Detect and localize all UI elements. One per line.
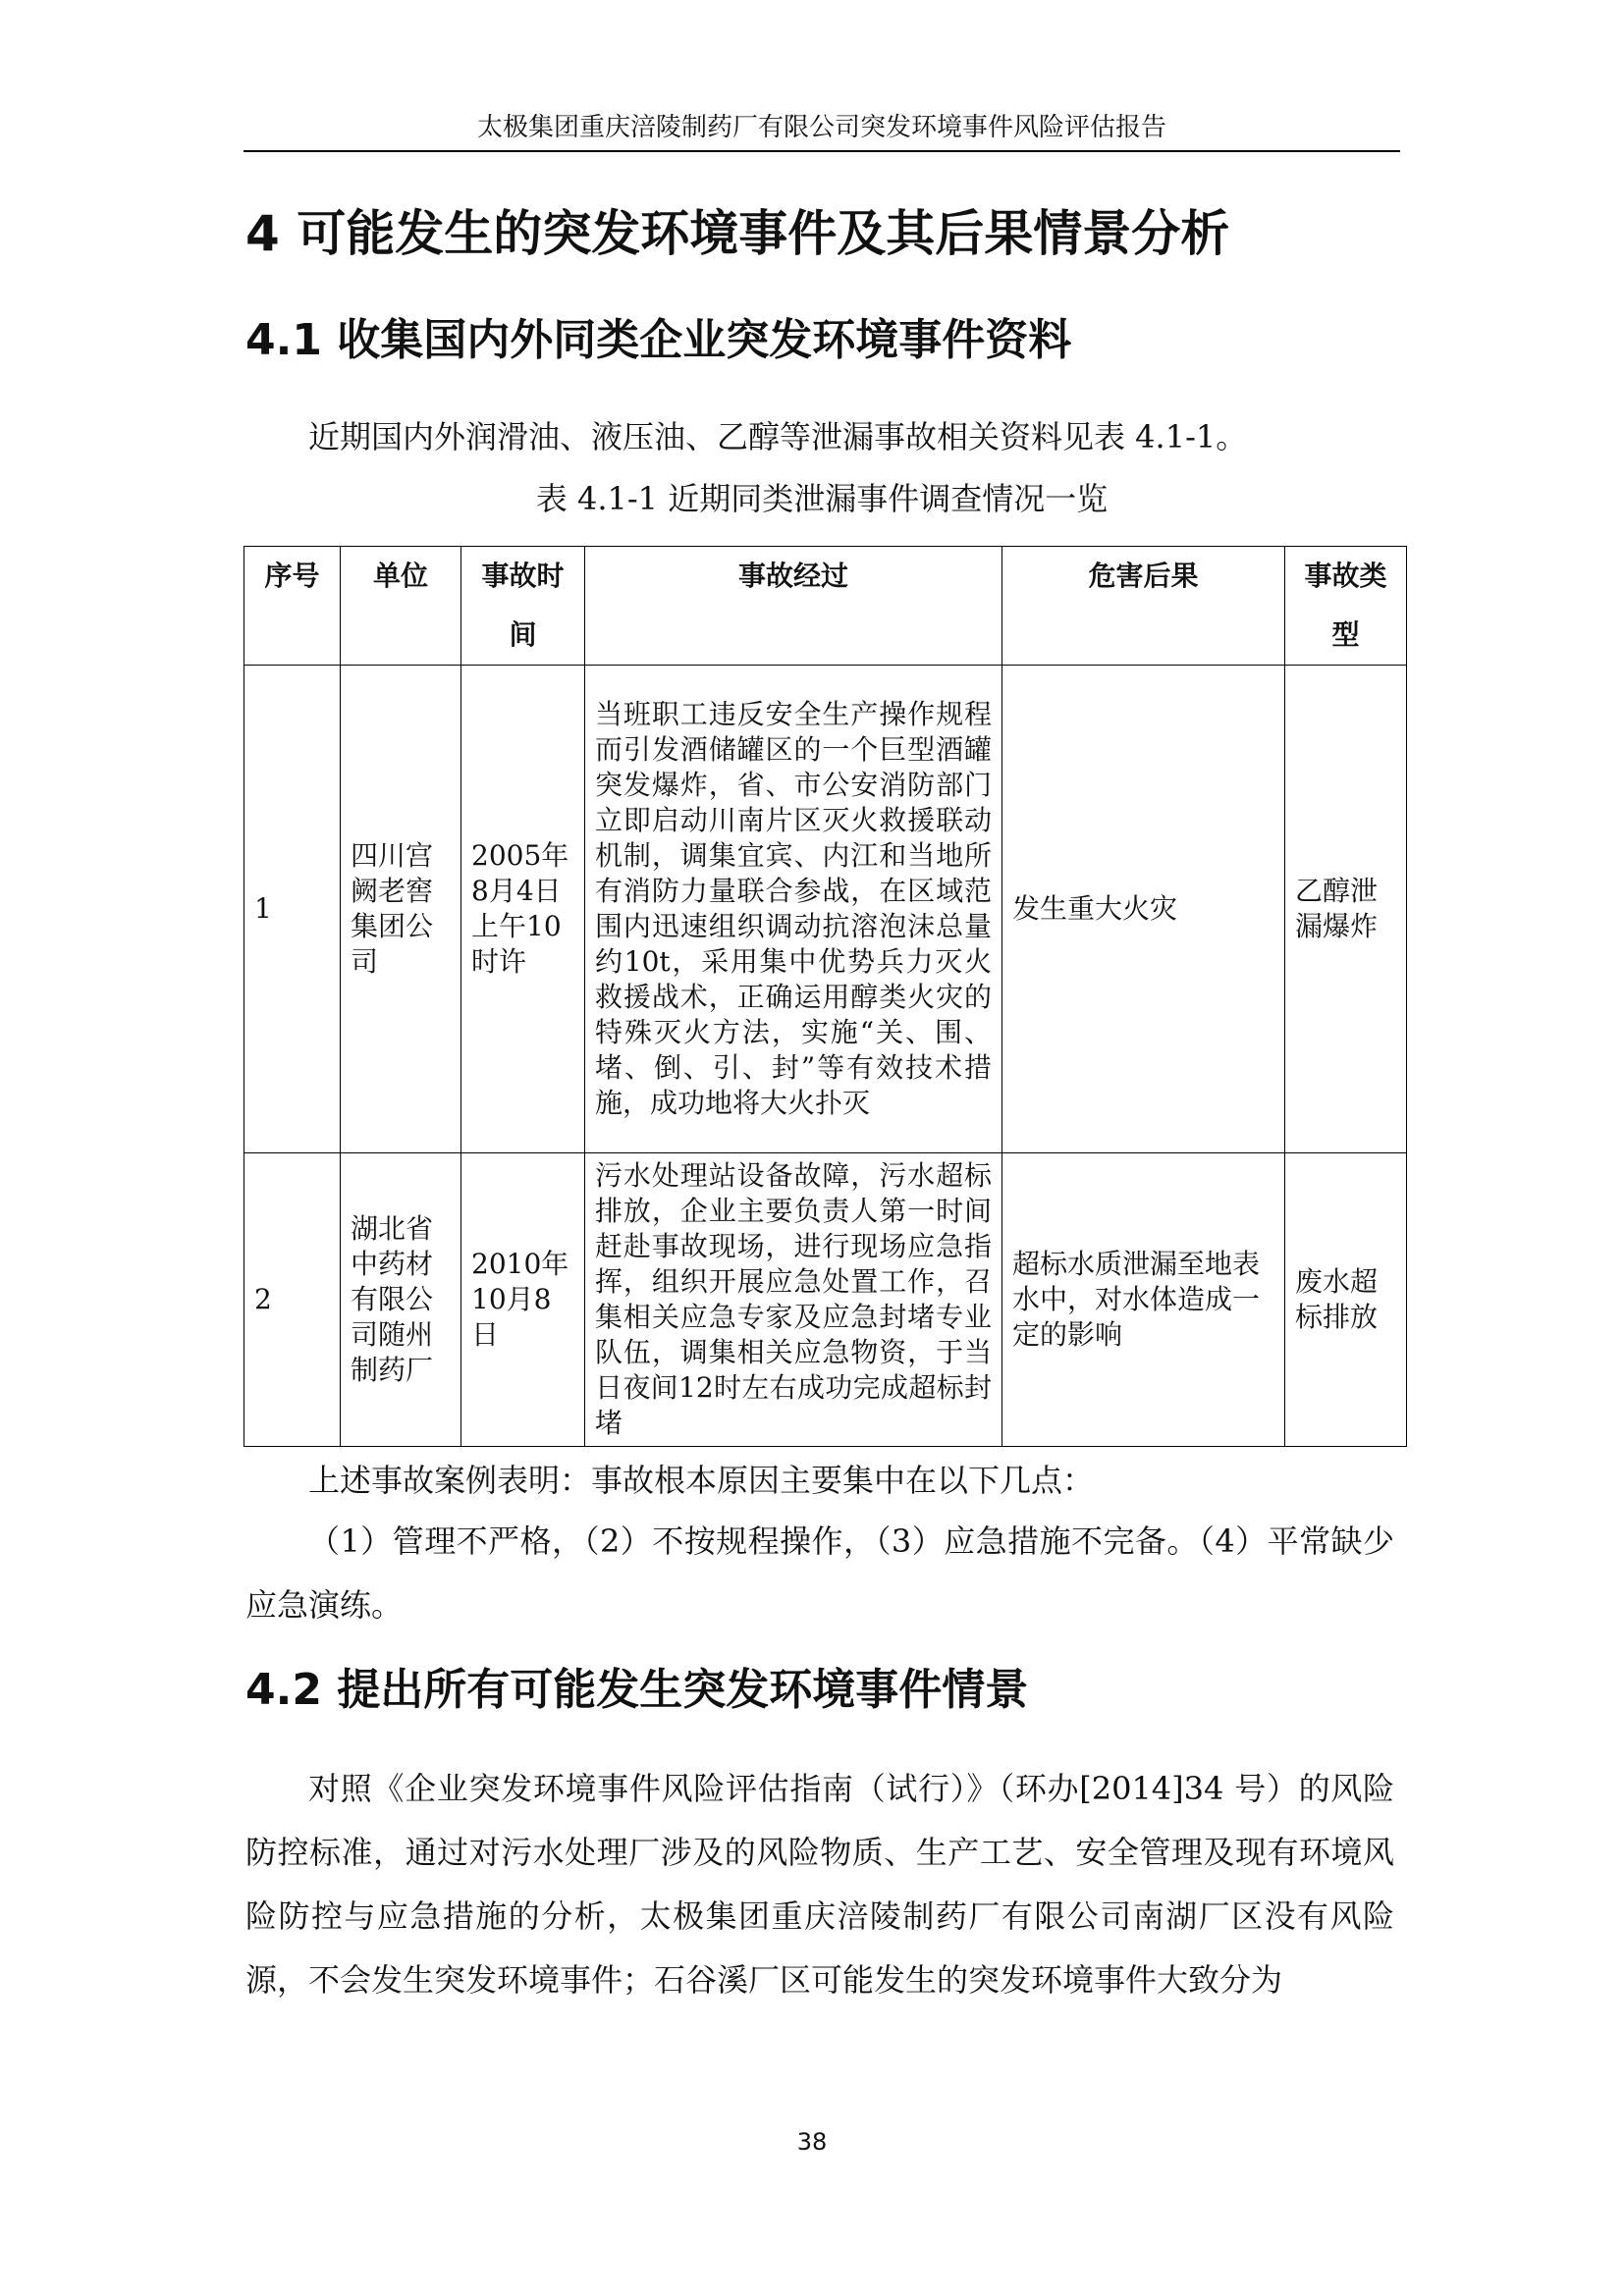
header-unit: 单位 [341,547,461,666]
header-process: 事故经过 [585,547,1002,666]
chapter-title: 4 可能发生的突发环境事件及其后果情景分析 [245,205,1230,262]
header-consequence: 危害后果 [1002,547,1285,666]
header-type: 事故类型 [1285,547,1407,666]
cell-consequence: 发生重大火灾 [1002,666,1285,1153]
causes-paragraph: （1）管理不严格，（2）不按规程操作，（3）应急措施不完备。（4）平常缺少应急演练。 [245,1522,1394,1624]
header-no: 序号 [244,547,341,666]
table-header-row [244,547,1407,666]
cell-time: 2005年8月4日上午10时许 [461,666,585,1153]
cell-process: 污水处理站设备故障，污水超标排放，企业主要负责人第一时间赶赴事故现场，进行现场应急指挥，组织开展应急处置工作，召集相关应急专家及应急封堵专业队伍，调集相关应急物资，于当日夜间12时左右成功完成超标封堵 [585,1153,1002,1447]
findings-paragraph: 上述事故案例表明：事故根本原因主要集中在以下几点： [308,1462,1095,1499]
incident-table [244,546,1407,1447]
section-4-1-title: 4.1 收集国内外同类企业突发环境事件资料 [245,315,1072,365]
table-row [244,1153,1407,1447]
cell-no: 2 [244,1153,341,1447]
cell-consequence: 超标水质泄漏至地表水中，对水体造成一定的影响 [1002,1153,1285,1447]
cell-type: 乙醇泄漏爆炸 [1285,666,1407,1153]
cell-time: 2010年10月8日 [461,1153,585,1447]
running-header: 太极集团重庆涪陵制药厂有限公司突发环境事件风险评估报告 [476,113,1166,142]
cell-unit: 四川宫阙老窖集团公司 [341,666,461,1153]
section-4-2-body: 对照《企业突发环境事件风险评估指南（试行）》（环办[2014]34 号）的风险防控标准，通过对污水处理厂涉及的风险物质、生产工艺、安全管理及现有环境风险防控与应急措施的分析，太极集团重庆涪陵制药厂有限公司南湖厂区没有风险源，不会发生突发环境事件；石谷溪厂区可能发生的突发环境事件大致分为 [245,1770,1394,1999]
cell-process: 当班职工违反安全生产操作规程而引发酒储罐区的一个巨型酒罐突发爆炸，省、市公安消防部门立即启动川南片区灭火救援联动机制，调集宜宾、内江和当地所有消防力量联合参战，在区域范围内迅速组织调动抗溶泡沫总量约10t，采用集中优势兵力灭火救援战术，正确运用醇类火灾的特殊灭火方法，实施“关、围、堵、倒、引、封”等有效技术措施，成功地将大火扑灭 [585,666,1002,1153]
table-caption: 表 4.1-1 近期同类泄漏事件调查情况一览 [535,480,1109,517]
page-number: 38 [796,2128,828,2156]
cell-unit: 湖北省中药材有限公司随州制药厂 [341,1153,461,1447]
cell-type: 废水超标排放 [1285,1153,1407,1447]
table-row [244,666,1407,1153]
section-4-2-title: 4.2 提出所有可能发生突发环境事件情景 [245,1665,1029,1715]
header-time: 事故时间 [461,547,585,666]
header-rule [244,150,1400,152]
section-4-1-intro: 近期国内外润滑油、液压油、乙醇等泄漏事故相关资料见表 4.1-1。 [308,418,1248,455]
cell-no: 1 [244,666,341,1153]
